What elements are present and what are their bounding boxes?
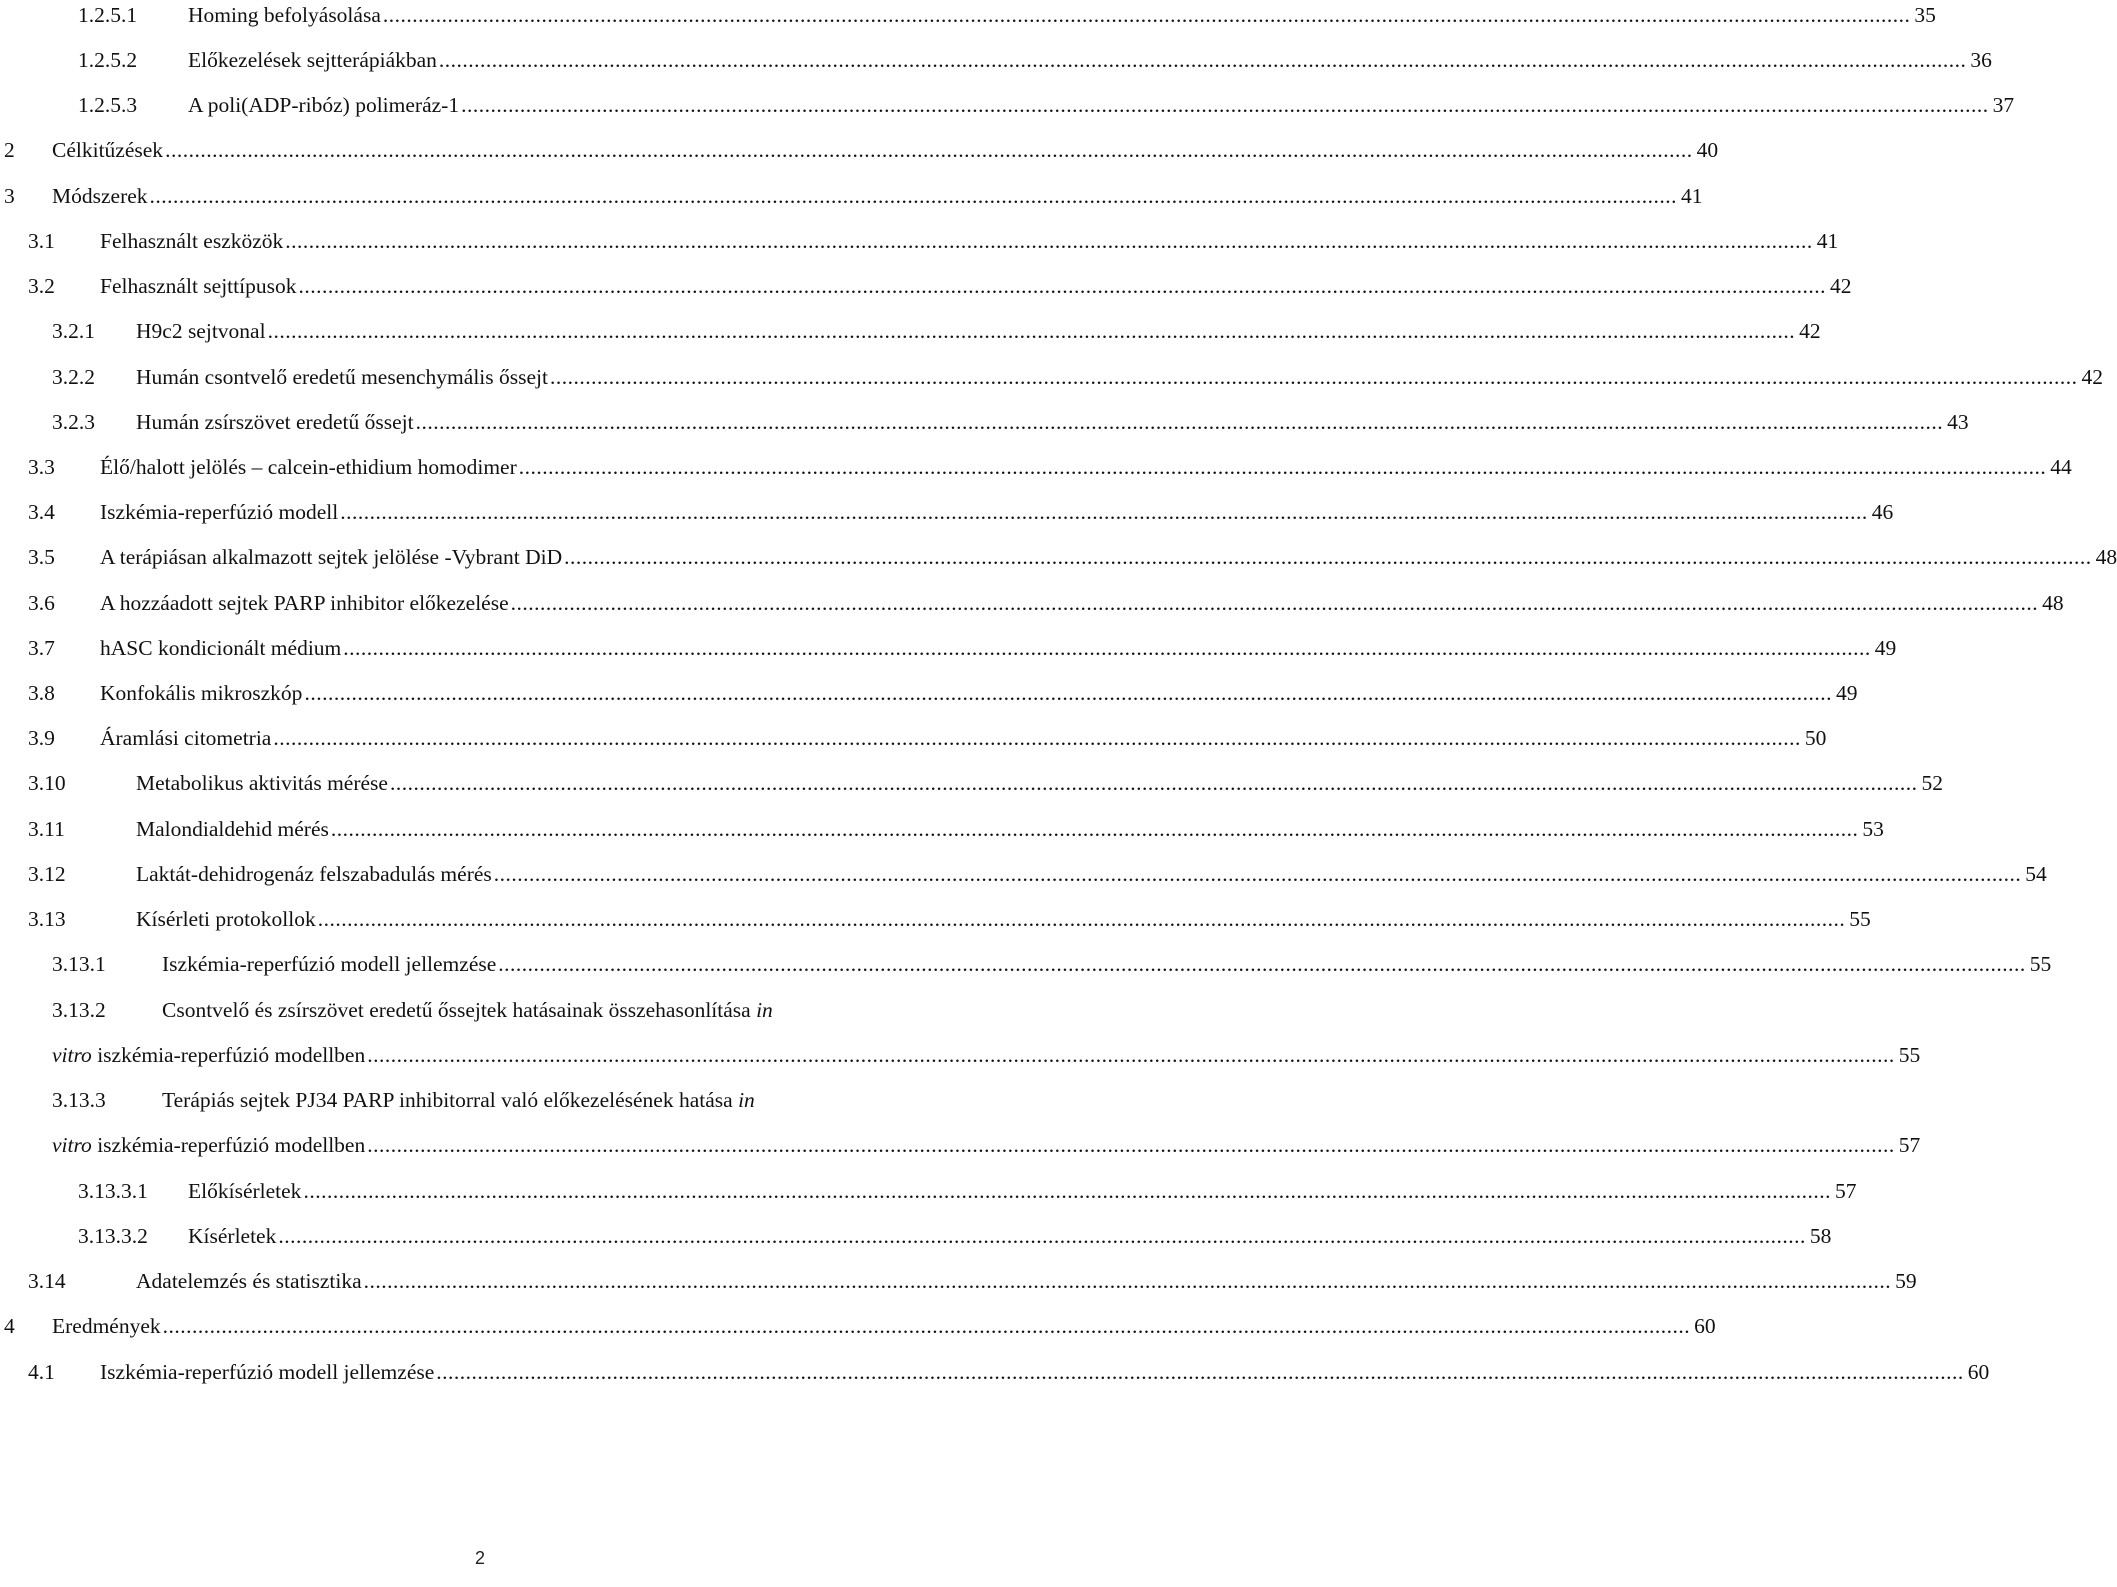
toc-entry-number: 3.10 bbox=[28, 771, 66, 795]
toc-entry-title: Csontvelő és zsírszövet eredetű őssejtek hatásainak összehasonlítása in bbox=[162, 998, 773, 1022]
toc-entry-number: 3.14 bbox=[28, 1269, 66, 1293]
toc-entry-continuation[interactable] bbox=[0, 1130, 1921, 1160]
toc-entry-page: 57 bbox=[1834, 1179, 1857, 1203]
toc-entry[interactable] bbox=[0, 407, 1969, 437]
dot-leader: .................................................................................................................................................................................................................................................................... bbox=[461, 93, 1989, 117]
toc-entry[interactable] bbox=[0, 768, 1943, 798]
toc-entry-number: 3.9 bbox=[28, 726, 55, 750]
toc-entry[interactable] bbox=[0, 1357, 1990, 1387]
toc-entry-title: Humán zsírszövet eredetű őssejt bbox=[136, 410, 414, 434]
toc-entry[interactable] bbox=[0, 271, 1852, 301]
toc-entry-page: 48 bbox=[2095, 545, 2117, 569]
toc-entry-page: 37 bbox=[1992, 93, 2015, 117]
toc-entry-title: Módszerek bbox=[52, 184, 148, 208]
toc-entry[interactable] bbox=[0, 588, 2064, 618]
dot-leader: .................................................................................................................................................................................................................................................................... bbox=[304, 681, 1832, 705]
toc-entry-title: Célkitűzések bbox=[52, 138, 164, 162]
toc-entry[interactable] bbox=[0, 542, 2117, 572]
dot-leader: .................................................................................................................................................................................................................................................................... bbox=[165, 138, 1693, 162]
toc-entry[interactable] bbox=[0, 1176, 1857, 1206]
toc-entry-title: Adatelemzés és statisztika bbox=[136, 1269, 362, 1293]
dot-leader: .................................................................................................................................................................................................................................................................... bbox=[415, 410, 1944, 434]
toc-entry-title: Malondialdehid mérés bbox=[136, 817, 329, 841]
toc-entry-page: 55 bbox=[1849, 907, 1871, 931]
toc-entry[interactable] bbox=[0, 1266, 1917, 1296]
toc-entry[interactable] bbox=[0, 814, 1884, 844]
toc-entry-title: Előkísérletek bbox=[188, 1179, 302, 1203]
toc-entry-title: H9c2 sejtvonal bbox=[136, 319, 266, 343]
toc-entry-title: Kísérleti protokollok bbox=[136, 907, 316, 931]
toc-entry[interactable] bbox=[0, 90, 2015, 120]
toc-entry[interactable] bbox=[0, 904, 1871, 934]
toc-entry-number: 3.13.3 bbox=[52, 1088, 106, 1112]
toc-entry-page: 41 bbox=[1681, 184, 1703, 208]
toc-entry[interactable] bbox=[0, 723, 1827, 753]
toc-entry-page: 53 bbox=[1862, 817, 1884, 841]
toc-entry-page: 40 bbox=[1696, 138, 1719, 162]
toc-entry[interactable] bbox=[0, 135, 1719, 165]
toc-entry-page: 57 bbox=[1898, 1133, 1921, 1157]
toc-entry[interactable] bbox=[0, 45, 1992, 75]
toc-entry-title: Konfokális mikroszkóp bbox=[100, 681, 303, 705]
toc-entry[interactable] bbox=[0, 316, 1821, 346]
dot-leader: .................................................................................................................................................................................................................................................................... bbox=[285, 229, 1813, 253]
toc-entry[interactable] bbox=[0, 226, 1839, 256]
toc-entry-title: A poli(ADP-ribóz) polimeráz-1 bbox=[188, 93, 460, 117]
toc-entry-continuation[interactable] bbox=[0, 1040, 1921, 1070]
toc-entry[interactable] bbox=[0, 181, 1703, 211]
toc-entry-number: 3.7 bbox=[28, 636, 55, 660]
toc-entry-title: Metabolikus aktivitás mérése bbox=[136, 771, 388, 795]
toc-entry-title: hASC kondicionált médium bbox=[100, 636, 342, 660]
toc-entry-number: 2 bbox=[4, 138, 15, 162]
toc-entry[interactable] bbox=[0, 362, 2103, 392]
toc-entry-number: 1.2.5.3 bbox=[78, 93, 138, 117]
dot-leader: .................................................................................................................................................................................................................................................................... bbox=[367, 1133, 1895, 1157]
toc-entry[interactable] bbox=[0, 1085, 947, 1115]
toc-entry-number: 3.8 bbox=[28, 681, 55, 705]
dot-leader: .................................................................................................................................................................................................................................................................... bbox=[340, 500, 1868, 524]
toc-entry-title: Előkezelések sejtterápiákban bbox=[188, 48, 437, 72]
toc-entry-number: 3.11 bbox=[28, 817, 65, 841]
toc-entry-page: 42 bbox=[1799, 319, 1821, 343]
toc-entry-number: 1.2.5.2 bbox=[78, 48, 138, 72]
dot-leader: .................................................................................................................................................................................................................................................................... bbox=[438, 48, 1967, 72]
toc-entry-page: 60 bbox=[1967, 1360, 1990, 1384]
toc-entry[interactable] bbox=[0, 0, 1936, 30]
toc-entry[interactable] bbox=[0, 678, 1858, 708]
toc-entry[interactable] bbox=[0, 949, 2052, 979]
dot-leader: .................................................................................................................................................................................................................................................................... bbox=[149, 184, 1678, 208]
toc-entry[interactable] bbox=[0, 497, 1894, 527]
toc-entry-number: 3.4 bbox=[28, 500, 55, 524]
toc-entry-number: 3.2.3 bbox=[52, 410, 95, 434]
toc-entry[interactable] bbox=[0, 1311, 1716, 1341]
dot-leader: .................................................................................................................................................................................................................................................................... bbox=[273, 726, 1801, 750]
toc-entry-page: 54 bbox=[2025, 862, 2047, 886]
toc-entry-page: 48 bbox=[2042, 591, 2064, 615]
toc-entry-title: Felhasznált sejttípusok bbox=[100, 274, 297, 298]
toc-entry-title-continuation: vitro iszkémia-reperfúzió modellben bbox=[52, 1043, 366, 1067]
dot-leader: .................................................................................................................................................................................................................................................................... bbox=[389, 771, 1918, 795]
toc-entry-title: Kísérletek bbox=[188, 1224, 277, 1248]
toc-entry[interactable] bbox=[0, 1221, 1832, 1251]
dot-leader: .................................................................................................................................................................................................................................................................... bbox=[510, 591, 2039, 615]
toc-entry-title: Laktát-dehidrogenáz felszabadulás mérés bbox=[136, 862, 492, 886]
toc-entry-title-continuation: vitro iszkémia-reperfúzió modellben bbox=[52, 1133, 366, 1157]
toc-entry-page: 58 bbox=[1809, 1224, 1832, 1248]
dot-leader: .................................................................................................................................................................................................................................................................... bbox=[367, 1043, 1895, 1067]
toc-entry-number: 3.13.1 bbox=[52, 952, 106, 976]
toc-entry-title: A hozzáadott sejtek PARP inhibitor előkezelése bbox=[100, 591, 509, 615]
toc-entry-number: 3.2.1 bbox=[52, 319, 95, 343]
toc-entry-number: 1.2.5.1 bbox=[78, 3, 138, 27]
toc-entry-number: 3.5 bbox=[28, 545, 55, 569]
dot-leader: .................................................................................................................................................................................................................................................................... bbox=[549, 365, 2078, 389]
toc-entry-page: 46 bbox=[1871, 500, 1894, 524]
toc-entry-page: 55 bbox=[1898, 1043, 1921, 1067]
toc-entry-number: 3.13.3.2 bbox=[78, 1224, 148, 1248]
toc-entry-number: 3.13.3.1 bbox=[78, 1179, 148, 1203]
toc-entry-title: Terápiás sejtek PJ34 PARP inhibitorral való előkezelésének hatása in bbox=[162, 1088, 755, 1112]
dot-leader: .................................................................................................................................................................................................................................................................... bbox=[436, 1360, 1964, 1384]
toc-entry-number: 3.2.2 bbox=[52, 365, 95, 389]
dot-leader: .................................................................................................................................................................................................................................................................... bbox=[518, 455, 2047, 479]
toc-entry-number: 3.13.2 bbox=[52, 998, 106, 1022]
dot-leader: .................................................................................................................................................................................................................................................................... bbox=[267, 319, 1796, 343]
toc-entry-page: 59 bbox=[1895, 1269, 1917, 1293]
dot-leader: .................................................................................................................................................................................................................................................................... bbox=[363, 1269, 1892, 1293]
dot-leader: .................................................................................................................................................................................................................................................................... bbox=[162, 1314, 1691, 1338]
toc-entry-number: 3.1 bbox=[28, 229, 55, 253]
dot-leader: .................................................................................................................................................................................................................................................................... bbox=[493, 862, 2022, 886]
dot-leader: .................................................................................................................................................................................................................................................................... bbox=[330, 817, 1859, 841]
toc-entry-page: 50 bbox=[1804, 726, 1827, 750]
toc-entry-title: Élő/halott jelölés – calcein-ethidium homodimer bbox=[100, 455, 517, 479]
toc-entry-title: Iszkémia-reperfúzió modell jellemzése bbox=[162, 952, 497, 976]
toc-entry-title: Áramlási citometria bbox=[100, 726, 272, 750]
toc-entry-page: 42 bbox=[2081, 365, 2103, 389]
toc-entry-number: 3.6 bbox=[28, 591, 55, 615]
toc-entry[interactable] bbox=[0, 859, 2047, 889]
toc-entry-page: 41 bbox=[1816, 229, 1839, 253]
toc-entry-number: 4 bbox=[4, 1314, 15, 1338]
toc-entry-page: 44 bbox=[2050, 455, 2072, 479]
toc-entry-number: 3.12 bbox=[28, 862, 66, 886]
dot-leader: .................................................................................................................................................................................................................................................................... bbox=[564, 545, 2092, 569]
toc-entry-page: 49 bbox=[1874, 636, 1897, 660]
page-number: 2 bbox=[474, 1548, 485, 1568]
toc-entry-title: Homing befolyásolása bbox=[188, 3, 381, 27]
toc-entry-title: Felhasznált eszközök bbox=[100, 229, 284, 253]
dot-leader: .................................................................................................................................................................................................................................................................... bbox=[278, 1224, 1806, 1248]
toc-entry-page: 49 bbox=[1835, 681, 1858, 705]
toc-entry-title: Eredmények bbox=[52, 1314, 161, 1338]
toc-entry-page: 52 bbox=[1921, 771, 1943, 795]
dot-leader: .................................................................................................................................................................................................................................................................... bbox=[298, 274, 1826, 298]
toc-entry-page: 36 bbox=[1970, 48, 1992, 72]
toc-entry[interactable] bbox=[0, 995, 947, 1025]
toc-entry-title: Iszkémia-reperfúzió modell jellemzése bbox=[100, 1360, 435, 1384]
toc-entry-number: 3.13 bbox=[28, 907, 66, 931]
toc-entry-page: 55 bbox=[2029, 952, 2052, 976]
toc-entry-number: 4.1 bbox=[28, 1360, 55, 1384]
toc-entry-page: 35 bbox=[1914, 3, 1936, 27]
dot-leader: .................................................................................................................................................................................................................................................................... bbox=[303, 1179, 1831, 1203]
toc-entry-number: 3.2 bbox=[28, 274, 55, 298]
toc-entry-title: Iszkémia-reperfúzió modell bbox=[100, 500, 339, 524]
toc-entry-page: 60 bbox=[1694, 1314, 1716, 1338]
toc-entry[interactable] bbox=[0, 633, 1897, 663]
dot-leader: .................................................................................................................................................................................................................................................................... bbox=[317, 907, 1846, 931]
toc-entry-number: 3.3 bbox=[28, 455, 55, 479]
toc-entry-title: A terápiásan alkalmazott sejtek jelölése -Vybrant DiD bbox=[100, 545, 563, 569]
toc-entry[interactable] bbox=[0, 452, 2072, 482]
toc-entry-page: 43 bbox=[1947, 410, 1969, 434]
dot-leader: .................................................................................................................................................................................................................................................................... bbox=[343, 636, 1871, 660]
dot-leader: .................................................................................................................................................................................................................................................................... bbox=[382, 3, 1911, 27]
toc-entry-number: 3 bbox=[4, 184, 15, 208]
toc-entry-title: Humán csontvelő eredetű mesenchymális őssejt bbox=[136, 365, 548, 389]
toc-entry-page: 42 bbox=[1829, 274, 1852, 298]
dot-leader: .................................................................................................................................................................................................................................................................... bbox=[498, 952, 2026, 976]
